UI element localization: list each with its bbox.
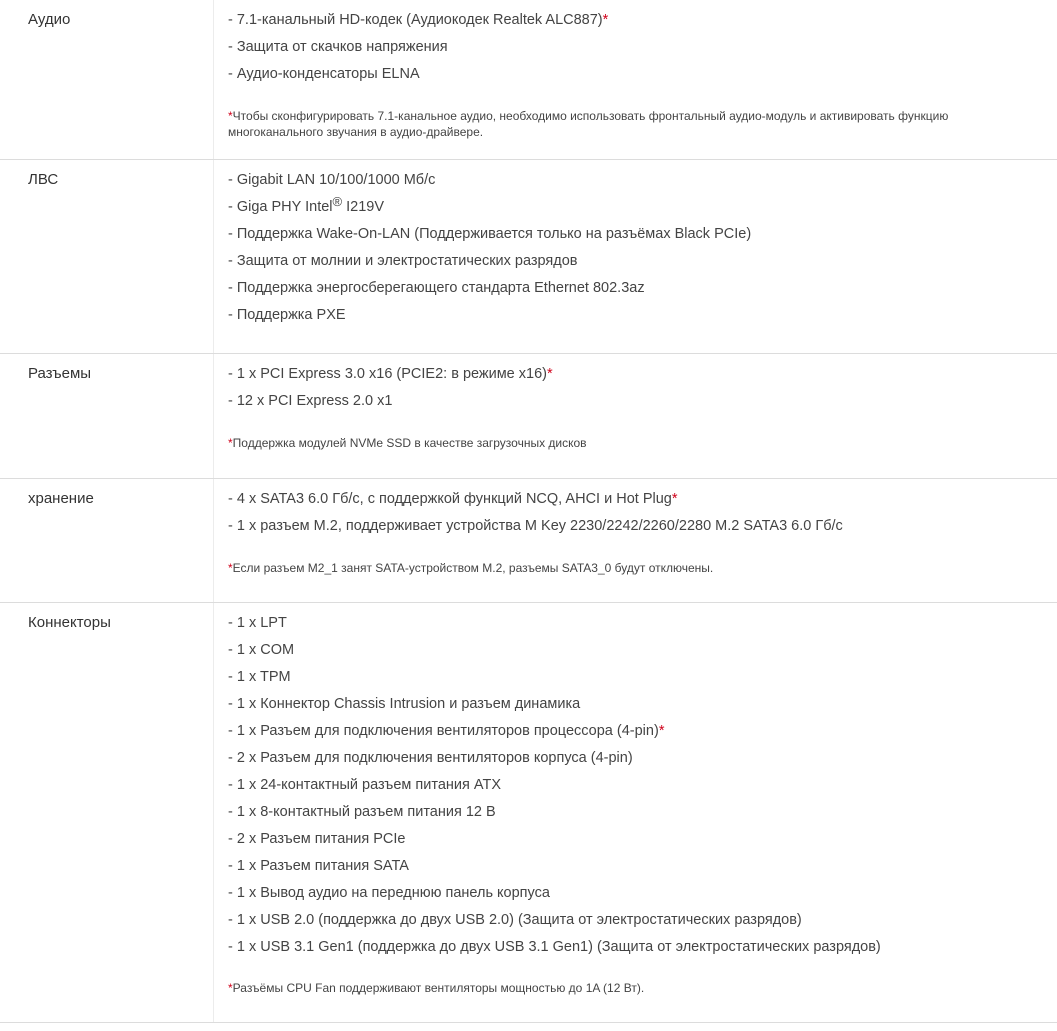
- spec-line: - Giga PHY Intel® I219V: [228, 194, 385, 215]
- spec-line: - Аудио-конденсаторы ELNA: [228, 66, 420, 82]
- asterisk-mark: *: [602, 12, 609, 28]
- spec-line: - 1 x Разъем питания SATA: [228, 858, 409, 874]
- spec-line: - 1 x 8-контактный разъем питания 12 В: [228, 804, 496, 820]
- footnote: *Разъёмы CPU Fan поддерживают вентиляторы мощностью до 1A (12 Вт).: [228, 981, 645, 995]
- footnote: *Если разъем M2_1 занят SATA-устройством M.2, разъемы SATA3_0 будут отключены.: [228, 561, 714, 575]
- spec-line: - 1 x COM: [228, 642, 295, 658]
- spec-values: [214, 603, 1057, 1022]
- spec-line: - Защита от молнии и электростатических разрядов: [228, 253, 578, 269]
- spec-line: - 1 x USB 3.1 Gen1 (поддержка до двух USB 3.1 Gen1) (Защита от электростатических разрядов): [228, 939, 881, 955]
- spec-line: - 1 x Коннектор Chassis Intrusion и разъем динамика: [228, 696, 581, 712]
- spec-line: - 7.1-канальный HD-кодек (Аудиокодек Realtek ALC887)*: [228, 12, 609, 28]
- spec-label: Коннекторы: [0, 603, 214, 1022]
- asterisk-mark: *: [671, 491, 678, 507]
- spec-line: - Поддержка энергосберегающего стандарта Ethernet 802.3az: [228, 280, 645, 296]
- spec-line: - 2 x Разъем питания PCIe: [228, 831, 406, 847]
- asterisk-mark: *: [658, 723, 665, 739]
- spec-line: - 1 x 24-контактный разъем питания ATX: [228, 777, 502, 793]
- spec-line: - 4 x SATA3 6.0 Гб/с, с поддержкой функций NCQ, AHCI и Hot Plug*: [228, 491, 678, 507]
- spec-values: [214, 0, 1057, 159]
- footnote: *Поддержка модулей NVMe SSD в качестве загрузочных дисков: [228, 436, 587, 450]
- asterisk-mark: *: [547, 366, 553, 382]
- footnote: *Чтобы сконфигурировать 7.1-канальное аудио, необходимо использовать фронтальный аудио-модуль и активировать функцию многоканального звучания в аудио-драйвере.: [228, 109, 949, 139]
- spec-line: - 1 x PCI Express 3.0 x16 (PCIE2: в режиме x16)*: [228, 366, 553, 382]
- spec-line: - Защита от скачков напряжения: [228, 39, 448, 55]
- spec-line: - Gigabit LAN 10/100/1000 Мб/с: [228, 172, 436, 188]
- spec-row-lan: [0, 160, 1057, 354]
- spec-line: - 1 x TPM: [228, 669, 291, 685]
- spec-label: ЛВС: [0, 160, 214, 353]
- spec-line: - 1 x USB 2.0 (поддержка до двух USB 2.0) (Защита от электростатических разрядов): [228, 912, 802, 928]
- spec-line: - 2 x Разъем для подключения вентиляторов корпуса (4-pin): [228, 750, 633, 766]
- spec-values: [214, 354, 1057, 478]
- spec-values: [214, 479, 1057, 602]
- spec-line: - 1 x LPT: [228, 615, 287, 631]
- asterisk-mark: *: [228, 981, 233, 995]
- spec-line: - 12 x PCI Express 2.0 x1: [228, 393, 393, 409]
- spec-label: хранение: [0, 479, 214, 602]
- spec-line: - 1 x разъем M.2, поддерживает устройства M Key 2230/2242/2260/2280 M.2 SATA3 6.0 Гб/с: [228, 518, 843, 534]
- spec-label: Разъемы: [0, 354, 214, 478]
- asterisk-mark: *: [228, 109, 233, 123]
- spec-line: - 1 x Разъем для подключения вентиляторов процессора (4-pin)*: [228, 723, 665, 739]
- asterisk-mark: *: [228, 436, 233, 450]
- spec-row-slots: [0, 354, 1057, 479]
- spec-values: [214, 160, 1057, 353]
- registered-mark: ®: [332, 194, 343, 209]
- spec-line: - Поддержка PXE: [228, 307, 346, 323]
- spec-line: - Поддержка Wake-On-LAN (Поддерживается только на разъёмах Black PCIe): [228, 226, 752, 242]
- asterisk-mark: *: [228, 561, 233, 575]
- spec-row-audio: [0, 0, 1057, 160]
- spec-row-storage: [0, 479, 1057, 603]
- spec-line: - 1 x Вывод аудио на переднюю панель корпуса: [228, 885, 550, 901]
- spec-row-connectors: [0, 603, 1057, 1023]
- spec-label: Аудио: [0, 0, 214, 159]
